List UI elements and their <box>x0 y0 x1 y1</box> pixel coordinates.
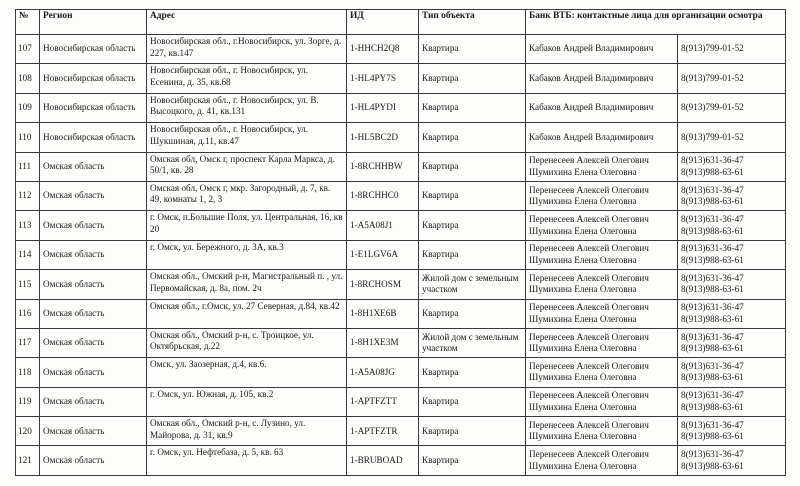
header-type: Тип объекта <box>419 10 526 35</box>
row-address: г. Омск, п.Большие Поля, ул. Центральная, 16, кв 20 <box>147 211 347 240</box>
contact-phone: 8(913)631-36-47 <box>681 419 744 430</box>
property-list-sheet <box>15 9 785 476</box>
row-address: г. Омск, ул. Нефтебаза, д. 5, кв. 63 <box>147 446 347 475</box>
contact-person-name: Перенесеев Алексей Олегович <box>529 360 649 371</box>
contact-person-name: Кабаков Андрей Владимирович <box>529 131 654 142</box>
row-object-id: 1-APTFZTT <box>347 387 419 416</box>
contact-person-name: Перенесеев Алексей Олегович <box>529 184 649 195</box>
contact-phone: 8(913)799-01-52 <box>681 43 744 54</box>
row-contact-persons <box>526 446 678 475</box>
row-contact-phones <box>678 93 786 122</box>
row-contact-persons <box>526 240 678 269</box>
row-address: Новосибирская обл., г. Новосибирск, ул. Есенина, д. 35, кв.68 <box>147 64 347 93</box>
row-object-type: Квартира <box>419 358 526 387</box>
row-contact-persons <box>526 299 678 328</box>
row-number: 109 <box>16 93 40 122</box>
table-header-row <box>16 10 786 35</box>
row-object-type: Квартира <box>419 64 526 93</box>
row-contact-persons <box>526 181 678 210</box>
row-region: Омская область <box>40 270 147 299</box>
row-object-type: Квартира <box>419 387 526 416</box>
row-object-type: Квартира <box>419 299 526 328</box>
contact-person-name: Шумихина Елена Олеговна <box>529 372 637 383</box>
contact-person-name: Перенесеев Алексей Олегович <box>529 272 649 283</box>
contact-person-name: Перенесеев Алексей Олегович <box>529 449 649 460</box>
row-contact-persons <box>526 211 678 240</box>
contact-phone: 8(913)631-36-47 <box>681 184 744 195</box>
contact-phone: 8(913)988-63-61 <box>681 313 744 324</box>
row-contact-phones <box>678 35 786 64</box>
row-object-id: 1-HHCH2Q8 <box>347 35 419 64</box>
row-object-id: 1-APTFZTR <box>347 417 419 446</box>
row-object-id: 1-A5A08J1 <box>347 211 419 240</box>
row-contact-phones <box>678 211 786 240</box>
contact-phone: 8(913)631-36-47 <box>681 390 744 401</box>
contact-person-name: Шумихина Елена Олеговна <box>529 166 637 177</box>
row-region: Новосибирская область <box>40 123 147 152</box>
row-object-id: 1-HL5BC2D <box>347 123 419 152</box>
row-region: Омская область <box>40 328 147 357</box>
row-contact-phones <box>678 152 786 181</box>
row-address: г. Омск, ул. Бережного, д. 3А, кв.3 <box>147 240 347 269</box>
header-num: № <box>16 10 40 35</box>
row-region: Омская область <box>40 387 147 416</box>
row-object-type: Жилой дом с земельным участком <box>419 328 526 357</box>
row-contact-phones <box>678 240 786 269</box>
contact-phone: 8(913)631-36-47 <box>681 155 744 166</box>
contact-person-name: Шумихина Елена Олеговна <box>529 196 637 207</box>
row-object-type: Квартира <box>419 93 526 122</box>
contact-person-name: Шумихина Елена Олеговна <box>529 254 637 265</box>
row-region: Омская область <box>40 417 147 446</box>
row-contact-phones <box>678 387 786 416</box>
row-number: 118 <box>16 358 40 387</box>
contact-person-name: Шумихина Елена Олеговна <box>529 313 637 324</box>
row-number: 120 <box>16 417 40 446</box>
row-address: Омск, ул. Заозерная, д.4, кв.6. <box>147 358 347 387</box>
contact-phone: 8(913)631-36-47 <box>681 243 744 254</box>
header-region: Регион <box>40 10 147 35</box>
contact-person-name: Шумихина Елена Олеговна <box>529 343 637 354</box>
table-row <box>16 35 786 64</box>
row-number: 115 <box>16 270 40 299</box>
table-row <box>16 299 786 328</box>
row-contact-phones <box>678 328 786 357</box>
row-object-type: Квартира <box>419 152 526 181</box>
row-object-id: 1-8RCHHC0 <box>347 181 419 210</box>
row-object-id: 1-HL4PY7S <box>347 64 419 93</box>
header-address: Адрес <box>147 10 347 35</box>
row-object-id: 1-8H1XE3M <box>347 328 419 357</box>
contact-person-name: Шумихина Елена Олеговна <box>529 284 637 295</box>
row-object-id: 1-8RCHHBW <box>347 152 419 181</box>
contact-person-name: Кабаков Андрей Владимирович <box>529 102 654 113</box>
table-row <box>16 446 786 475</box>
row-number: 108 <box>16 64 40 93</box>
row-address: Омская обл, Омск г, проспект Карла Маркса, д. 50/1, кв. 28 <box>147 152 347 181</box>
table-row <box>16 123 786 152</box>
contact-person-name: Перенесеев Алексей Олегович <box>529 302 649 313</box>
contact-phone: 8(913)988-63-61 <box>681 225 744 236</box>
contact-phone: 8(913)631-36-47 <box>681 360 744 371</box>
row-object-id: 1-8RCHOSM <box>347 270 419 299</box>
row-contact-phones <box>678 417 786 446</box>
row-region: Новосибирская область <box>40 35 147 64</box>
contact-phone: 8(913)988-63-61 <box>681 401 744 412</box>
row-address: Омская обл., г.Омск, ул. 27 Северная, д.84, кв.42 <box>147 299 347 328</box>
contact-phone: 8(913)631-36-47 <box>681 214 744 225</box>
table-row <box>16 328 786 357</box>
table-row <box>16 181 786 210</box>
row-number: 114 <box>16 240 40 269</box>
row-object-id: 1-E1LGV6A <box>347 240 419 269</box>
table-row <box>16 417 786 446</box>
contact-phone: 8(913)631-36-47 <box>681 331 744 342</box>
contact-person-name: Кабаков Андрей Владимирович <box>529 43 654 54</box>
row-region: Омская область <box>40 240 147 269</box>
table-row <box>16 358 786 387</box>
row-contact-phones <box>678 181 786 210</box>
contact-person-name: Шумихина Елена Олеговна <box>529 225 637 236</box>
contact-phone: 8(913)988-63-61 <box>681 284 744 295</box>
row-contact-persons <box>526 152 678 181</box>
contact-person-name: Перенесеев Алексей Олегович <box>529 390 649 401</box>
row-contact-phones <box>678 270 786 299</box>
row-number: 110 <box>16 123 40 152</box>
row-address: Новосибирская обл., г. Новосибирск, ул. В. Высоцкого, д. 41, кв.131 <box>147 93 347 122</box>
row-number: 107 <box>16 35 40 64</box>
row-object-type: Квартира <box>419 417 526 446</box>
row-contact-persons <box>526 93 678 122</box>
row-region: Омская область <box>40 446 147 475</box>
contact-person-name: Шумихина Елена Олеговна <box>529 401 637 412</box>
row-object-id: 1-8H1XE6B <box>347 299 419 328</box>
row-object-type: Квартира <box>419 123 526 152</box>
header-bank-contacts: Банк ВТБ: контактные лица для организации осмотра <box>526 10 786 35</box>
row-address: Новосибирская обл., г. Новосибирск, ул. Шукшиная, д.11, кв.47 <box>147 123 347 152</box>
contact-phone: 8(913)988-63-61 <box>681 343 744 354</box>
table-row <box>16 93 786 122</box>
row-region: Омская область <box>40 181 147 210</box>
contact-person-name: Перенесеев Алексей Олегович <box>529 331 649 342</box>
contact-person-name: Перенесеев Алексей Олегович <box>529 419 649 430</box>
contact-phone: 8(913)631-36-47 <box>681 272 744 283</box>
table-row <box>16 270 786 299</box>
row-contact-persons <box>526 328 678 357</box>
row-number: 111 <box>16 152 40 181</box>
contact-phone: 8(913)799-01-52 <box>681 72 744 83</box>
table-row <box>16 64 786 93</box>
row-object-type: Квартира <box>419 446 526 475</box>
row-number: 117 <box>16 328 40 357</box>
row-object-id: 1-HL4PYDI <box>347 93 419 122</box>
row-region: Омская область <box>40 152 147 181</box>
contact-phone: 8(913)988-63-61 <box>681 166 744 177</box>
contact-person-name: Перенесеев Алексей Олегович <box>529 155 649 166</box>
table-row <box>16 240 786 269</box>
row-contact-persons <box>526 64 678 93</box>
row-contact-phones <box>678 358 786 387</box>
contact-phone: 8(913)988-63-61 <box>681 460 744 471</box>
row-address: Омская обл., Омский р-н, Магистральный п. , ул. Первомайская, д. 8а, пом. 2ч <box>147 270 347 299</box>
property-table <box>15 9 786 476</box>
row-region: Новосибирская область <box>40 93 147 122</box>
row-number: 112 <box>16 181 40 210</box>
row-number: 113 <box>16 211 40 240</box>
row-object-type: Квартира <box>419 181 526 210</box>
row-region: Новосибирская область <box>40 64 147 93</box>
row-contact-persons <box>526 358 678 387</box>
row-object-id: 1-BRUBOAD <box>347 446 419 475</box>
row-address: Новосибирская обл., г.Новосибирск, ул. Зорге, д. 227, кв.147 <box>147 35 347 64</box>
row-contact-phones <box>678 446 786 475</box>
row-contact-phones <box>678 299 786 328</box>
contact-phone: 8(913)631-36-47 <box>681 302 744 313</box>
contact-person-name: Перенесеев Алексей Олегович <box>529 243 649 254</box>
row-object-type: Квартира <box>419 211 526 240</box>
row-object-type: Жилой дом с земельным участком <box>419 270 526 299</box>
row-number: 116 <box>16 299 40 328</box>
contact-person-name: Шумихина Елена Олеговна <box>529 431 637 442</box>
row-number: 119 <box>16 387 40 416</box>
row-address: Омская обл, Омск г, мкр. Загородный, д. 7, кв. 49, комнаты 1, 2, 3 <box>147 181 347 210</box>
contact-phone: 8(913)988-63-61 <box>681 254 744 265</box>
row-region: Омская область <box>40 358 147 387</box>
row-region: Омская область <box>40 211 147 240</box>
row-address: Омская обл., Омский р-н, с. Лузино, ул. Майорова, д. 31, кв.9 <box>147 417 347 446</box>
contact-phone: 8(913)799-01-52 <box>681 131 744 142</box>
table-row <box>16 152 786 181</box>
row-object-type: Квартира <box>419 240 526 269</box>
row-region: Омская область <box>40 299 147 328</box>
contact-person-name: Кабаков Андрей Владимирович <box>529 72 654 83</box>
contact-phone: 8(913)988-63-61 <box>681 196 744 207</box>
header-id: ИД <box>347 10 419 35</box>
table-row <box>16 211 786 240</box>
row-contact-phones <box>678 64 786 93</box>
row-number: 121 <box>16 446 40 475</box>
row-address: Омская обл., Омский р-н, с. Троицкое, ул. Октябрьская, д.22 <box>147 328 347 357</box>
contact-person-name: Шумихина Елена Олеговна <box>529 460 637 471</box>
contact-phone: 8(913)988-63-61 <box>681 372 744 383</box>
row-contact-phones <box>678 123 786 152</box>
row-object-id: 1-A5A08JG <box>347 358 419 387</box>
row-contact-persons <box>526 123 678 152</box>
row-contact-persons <box>526 387 678 416</box>
contact-person-name: Перенесеев Алексей Олегович <box>529 214 649 225</box>
row-contact-persons <box>526 35 678 64</box>
row-address: г. Омск, ул. Южная, д. 105, кв.2 <box>147 387 347 416</box>
row-object-type: Квартира <box>419 35 526 64</box>
contact-phone: 8(913)988-63-61 <box>681 431 744 442</box>
contact-phone: 8(913)631-36-47 <box>681 449 744 460</box>
row-contact-persons <box>526 270 678 299</box>
row-contact-persons <box>526 417 678 446</box>
contact-phone: 8(913)799-01-52 <box>681 102 744 113</box>
table-row <box>16 387 786 416</box>
